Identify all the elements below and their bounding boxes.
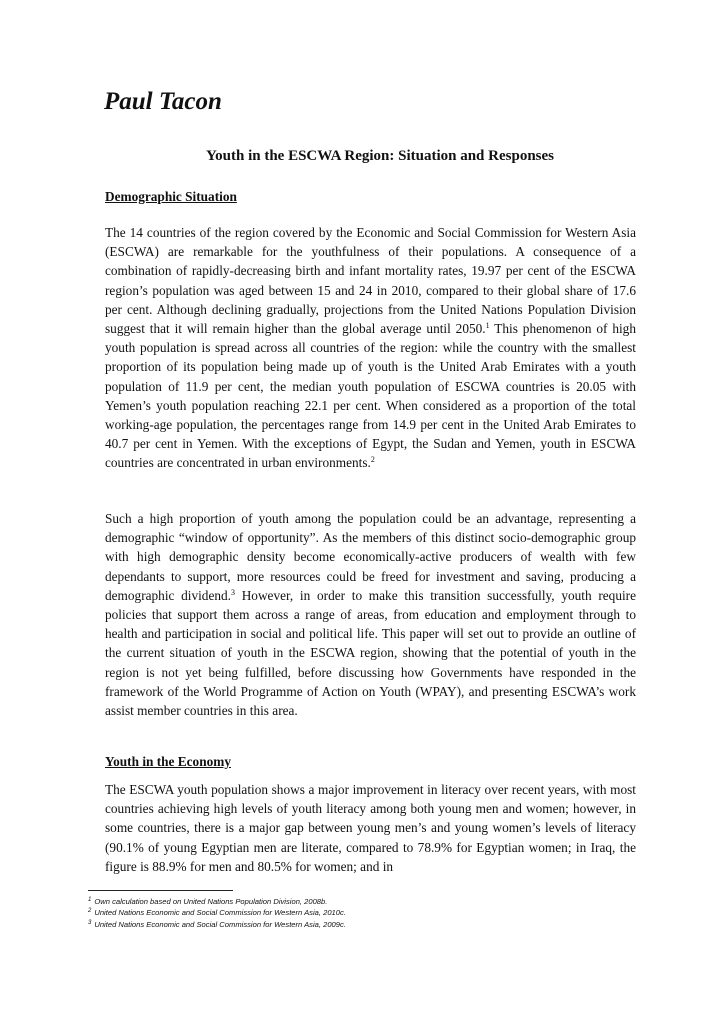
footnote-text: United Nations Economic and Social Commission for Western Asia, 2010c. [94,908,346,918]
footnote-item [88,919,346,930]
footnote-number: 3 [88,919,92,926]
footnote-number: 2 [88,908,92,915]
paragraph-economy-1: The ESCWA youth population shows a major improvement in literacy over recent years, with most countries achieving high levels of youth literacy among both young men and women; however, in some countries, there is a major gap between young men’s and young women’s levels of literacy (90.1% of young Egyptian men are literate, compared to 78.9% for Egyptian women; in Iraq, the figure is 88.9% for men and 80.5% for women; and in [105,782,636,874]
paragraph-text: The 14 countries of the region covered by the Economic and Social Commission for Western Asia (ESCWA) are remarkable for the youthfulness of their populations. A consequence of a combination of rapidly-decreasing birth and infant mortality rates, 19.97 per cent of the ESCWA region’s population was aged between 15 and 24 in 2010, compared to their global share of 17.6 per cent. Although declining gradually, projections from the United Nations Population Division suggest that it will remain higher than the global average until 2050. [105,225,636,337]
footnote-ref-1[interactable]: 1 [485,321,490,331]
section-heading-demographic: Demographic Situation [105,189,237,204]
paragraph-demographic-2 [105,509,636,720]
footnote-number: 1 [88,897,92,903]
section-heading-economy: Youth in the Economy [105,754,231,769]
paragraph-text: This phenomenon of high youth population is spread across all countries of the region: while the country with the smallest proportion of its population being made up of youth is the United Arab Emirates with a youth population of 11.9 per cent, the median youth population of ESCWA countries is 20.05 with Yemen’s youth population reaching 22.1 per cent. When considered as a proportion of the total working-age population, the percentages range from 14.9 per cent in the United Arab Emirates to 40.7 per cent in Yemen. With the exceptions of Egypt, the Sudan and Yemen, youth in ESCWA countries are concentrated in urban environments. [105,321,636,471]
author-name: Paul Tacon [104,88,222,115]
footnote-item [88,896,346,907]
footnote-ref-3[interactable]: 3 [230,587,235,597]
document-title: Youth in the ESCWA Region: Situation and Responses [205,148,554,164]
paragraph-text: Such a high proportion of youth among the population could be an advantage, representing a demographic “window of opportunity”. As the members of this distinct socio-demographic group with high demographic density become economically-active producers of wealth with few dependants to support, more resources could be freed for investment and saving, producing a demographic dividend. [105,511,636,603]
footnotes-list [88,896,346,930]
footnote-item [88,907,346,918]
footnote-ref-2[interactable]: 2 [370,455,375,465]
paragraph-text: However, in order to make this transition successfully, youth require policies that support them across a range of areas, from education and employment through to health and participation in social and political life. This paper will set out to provide an outline of the current situation of youth in the ESCWA region, showing that the potential of youth in the region is not yet being fulfilled, before discussing how Governments have responded in the framework of the World Programme of Action on Youth (WPAY), and presenting ESCWA’s work assist member countries in this area. [105,587,636,719]
footnote-text: United Nations Economic and Social Commission for Western Asia, 2009c. [94,919,346,929]
footnote-text: Own calculation based on United Nations Population Division, 2008b. [94,897,328,906]
paragraph-demographic-1 [105,223,636,473]
footnote-divider [88,890,233,891]
